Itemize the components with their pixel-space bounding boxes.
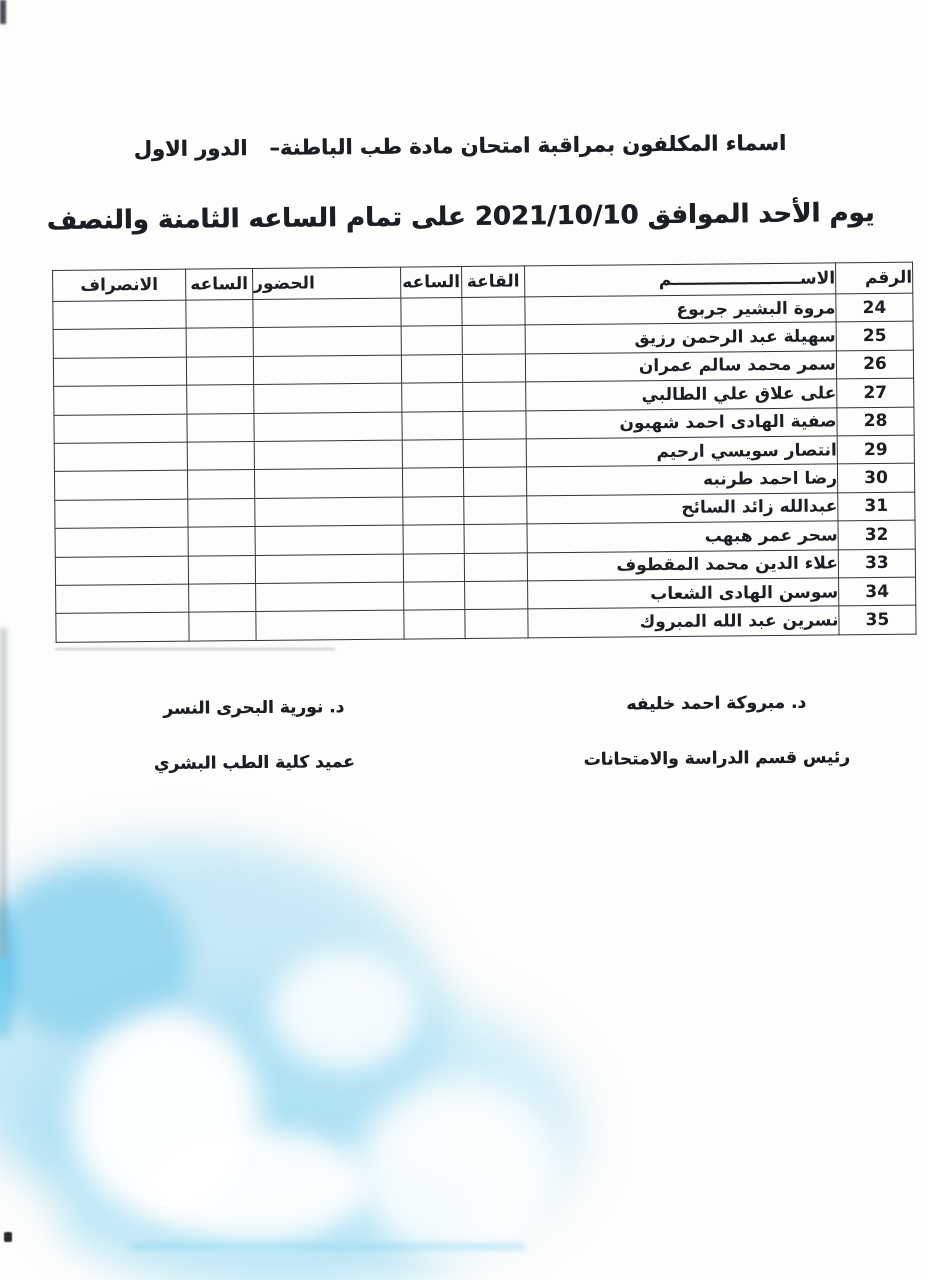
empty-cell <box>402 411 463 440</box>
row-name: نسرين عبد الله المبروك <box>528 606 839 637</box>
empty-cell <box>54 385 187 415</box>
empty-cell <box>53 329 186 359</box>
row-number: 35 <box>839 605 916 634</box>
empty-cell <box>465 609 528 638</box>
row-number: 27 <box>837 378 914 407</box>
empty-cell <box>255 497 403 527</box>
empty-cell <box>402 383 463 412</box>
empty-cell <box>53 300 186 330</box>
empty-cell <box>253 355 401 385</box>
empty-cell <box>187 413 254 442</box>
empty-cell <box>254 412 402 442</box>
empty-cell <box>255 554 403 584</box>
row-name: علاء الدين محمد المقطوف <box>527 549 838 580</box>
empty-cell <box>55 527 188 557</box>
empty-cell <box>465 581 528 610</box>
empty-cell <box>188 498 255 527</box>
empty-cell <box>462 325 525 354</box>
row-name: انتصار سويسي ارحيم <box>526 436 837 467</box>
table-body <box>53 293 916 642</box>
empty-cell <box>464 524 527 553</box>
row-name: سوسن الهادى الشعاب <box>528 578 839 609</box>
empty-cell <box>253 298 401 328</box>
empty-cell <box>464 552 527 581</box>
empty-cell <box>186 328 253 357</box>
column-header-attendance: الحضور <box>253 267 401 299</box>
column-header-hour: الساعه <box>401 267 462 299</box>
empty-cell <box>463 467 526 496</box>
empty-cell <box>464 496 527 525</box>
row-name: سحر عمر هبهب <box>527 521 838 552</box>
column-header-hour: الساعه <box>186 269 253 301</box>
empty-cell <box>187 470 254 499</box>
row-number: 31 <box>838 492 915 521</box>
empty-cell <box>401 326 462 355</box>
empty-cell <box>463 382 526 411</box>
empty-cell <box>403 525 464 554</box>
row-number: 29 <box>837 435 914 464</box>
row-name: سمر محمد سالم عمران <box>525 351 836 382</box>
empty-cell <box>189 583 256 612</box>
empty-cell <box>188 555 255 584</box>
empty-cell <box>186 356 253 385</box>
row-name: رضا احمد طرنبه <box>526 464 837 495</box>
row-name: عبدالله زائد السائح <box>527 493 838 524</box>
document-title: اسماء المكلفون بمراقبة امتحان مادة طب الباطنة– الدور الاول <box>133 130 787 162</box>
empty-cell <box>401 354 462 383</box>
empty-cell <box>55 499 188 529</box>
row-number: 34 <box>839 577 916 606</box>
empty-cell <box>54 442 187 472</box>
row-number: 25 <box>836 322 913 351</box>
empty-cell <box>462 354 525 383</box>
column-header-departure: الانصراف <box>53 269 186 301</box>
row-number: 32 <box>838 520 915 549</box>
empty-cell <box>187 441 254 470</box>
empty-cell <box>254 383 402 413</box>
empty-cell <box>54 414 187 444</box>
signature-right-name: د. مبروكة احمد خليفه <box>626 692 807 715</box>
empty-cell <box>255 525 403 555</box>
empty-cell <box>403 496 464 525</box>
row-number: 30 <box>837 464 914 493</box>
empty-cell <box>55 556 188 586</box>
invigilators-table <box>52 262 917 643</box>
row-name: سهيلة عبد الرحمن رزيق <box>525 322 836 353</box>
signature-right-title: رئيس قسم الدراسة والامتحانات <box>583 747 851 770</box>
empty-cell <box>256 582 404 612</box>
document-subtitle-date: يوم الأحد الموافق 2021/10/10 على تمام الساعه الثامنة والنصف <box>46 198 875 236</box>
empty-cell <box>186 300 253 329</box>
empty-cell <box>53 357 186 387</box>
column-header-name: الاســــــــــــــــــــــم <box>525 263 836 297</box>
row-name: صفية الهادى احمد شهبون <box>526 407 837 438</box>
empty-cell <box>256 610 404 640</box>
empty-cell <box>254 440 402 470</box>
empty-cell <box>401 298 462 327</box>
empty-cell <box>462 297 525 326</box>
empty-cell <box>189 612 256 641</box>
empty-cell <box>404 610 465 639</box>
empty-cell <box>402 468 463 497</box>
row-number: 33 <box>838 549 915 578</box>
row-number: 26 <box>836 350 913 379</box>
empty-cell <box>56 612 189 642</box>
empty-cell <box>54 470 187 500</box>
empty-cell <box>254 468 402 498</box>
empty-cell <box>253 326 401 356</box>
column-header-number: الرقم <box>836 262 913 294</box>
signature-left-title: عميد كلية الطب البشري <box>153 752 355 774</box>
row-name: على علاق علي الطالبي <box>526 379 837 410</box>
row-number: 28 <box>837 407 914 436</box>
empty-cell <box>56 584 189 614</box>
column-header-hall: القاعة <box>462 266 525 298</box>
empty-cell <box>403 553 464 582</box>
row-number: 24 <box>836 293 913 322</box>
empty-cell <box>463 439 526 468</box>
empty-cell <box>404 581 465 610</box>
empty-cell <box>187 385 254 414</box>
signature-left-name: د. نورية البحرى النسر <box>163 697 345 719</box>
empty-cell <box>402 439 463 468</box>
empty-cell <box>188 527 255 556</box>
empty-cell <box>463 410 526 439</box>
row-name: مروة البشير جربوع <box>525 294 836 325</box>
